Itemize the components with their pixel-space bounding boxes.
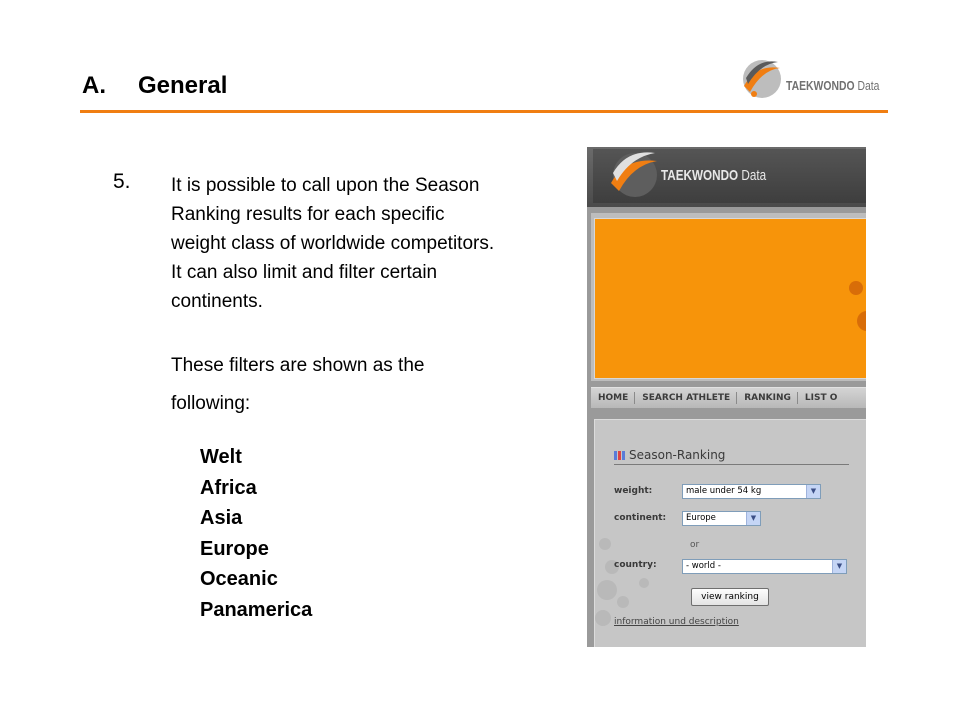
filter-item: Oceanic: [200, 568, 278, 590]
filter-item: Europe: [200, 537, 269, 560]
section-title: General: [138, 72, 228, 99]
bar-chart-icon: [614, 451, 625, 460]
site-nav-bar: [591, 387, 866, 408]
section-heading: [82, 72, 227, 100]
chevron-down-icon: ▼: [832, 560, 846, 573]
item-paragraph: It is possible to call upon the Season Ranking results for each specific weight class of worldwide competitors. It can also limit and filter certain continents.: [171, 175, 495, 312]
filter-list: [200, 442, 312, 625]
chevron-down-icon: ▼: [746, 512, 760, 525]
site-logo-text: TAEKWONDO Data: [661, 167, 767, 184]
chevron-down-icon: ▼: [806, 485, 820, 498]
item-paragraph-2: These filters are shown as the following:: [171, 355, 425, 414]
nav-ranking[interactable]: RANKING: [737, 392, 798, 404]
banner-decoration: [849, 281, 863, 295]
filter-item: Africa: [200, 476, 257, 499]
or-separator: or: [690, 540, 700, 550]
item-number: 5.: [113, 170, 131, 193]
country-label: country:: [614, 560, 657, 570]
filter-item: Panamerica: [200, 598, 313, 621]
filter-item: Asia: [200, 507, 243, 529]
logo-wordmark: TAEKWONDO Data: [786, 78, 880, 93]
site-header: [587, 147, 866, 207]
weight-select[interactable]: male under 54 kg ▼: [682, 484, 821, 499]
continent-label: continent:: [614, 513, 667, 523]
section-number: A.: [82, 72, 106, 99]
view-ranking-button[interactable]: view ranking: [691, 588, 769, 606]
header-divider: [80, 110, 888, 113]
site-banner: [594, 218, 866, 379]
nav-search-athlete[interactable]: SEARCH ATHLETE: [635, 392, 737, 404]
nav-list[interactable]: LIST O: [804, 393, 838, 403]
country-select[interactable]: - world - ▼: [682, 559, 847, 574]
panel-title: Season-Ranking: [614, 448, 849, 465]
website-screenshot: [587, 147, 866, 647]
continent-select[interactable]: Europe ▼: [682, 511, 761, 526]
filter-item: Welt: [200, 446, 242, 468]
nav-home[interactable]: HOME: [591, 392, 635, 404]
weight-label: weight:: [614, 486, 653, 496]
site-logo-icon: [605, 149, 665, 199]
season-ranking-panel: [594, 419, 866, 647]
information-link[interactable]: information und description: [614, 617, 739, 627]
